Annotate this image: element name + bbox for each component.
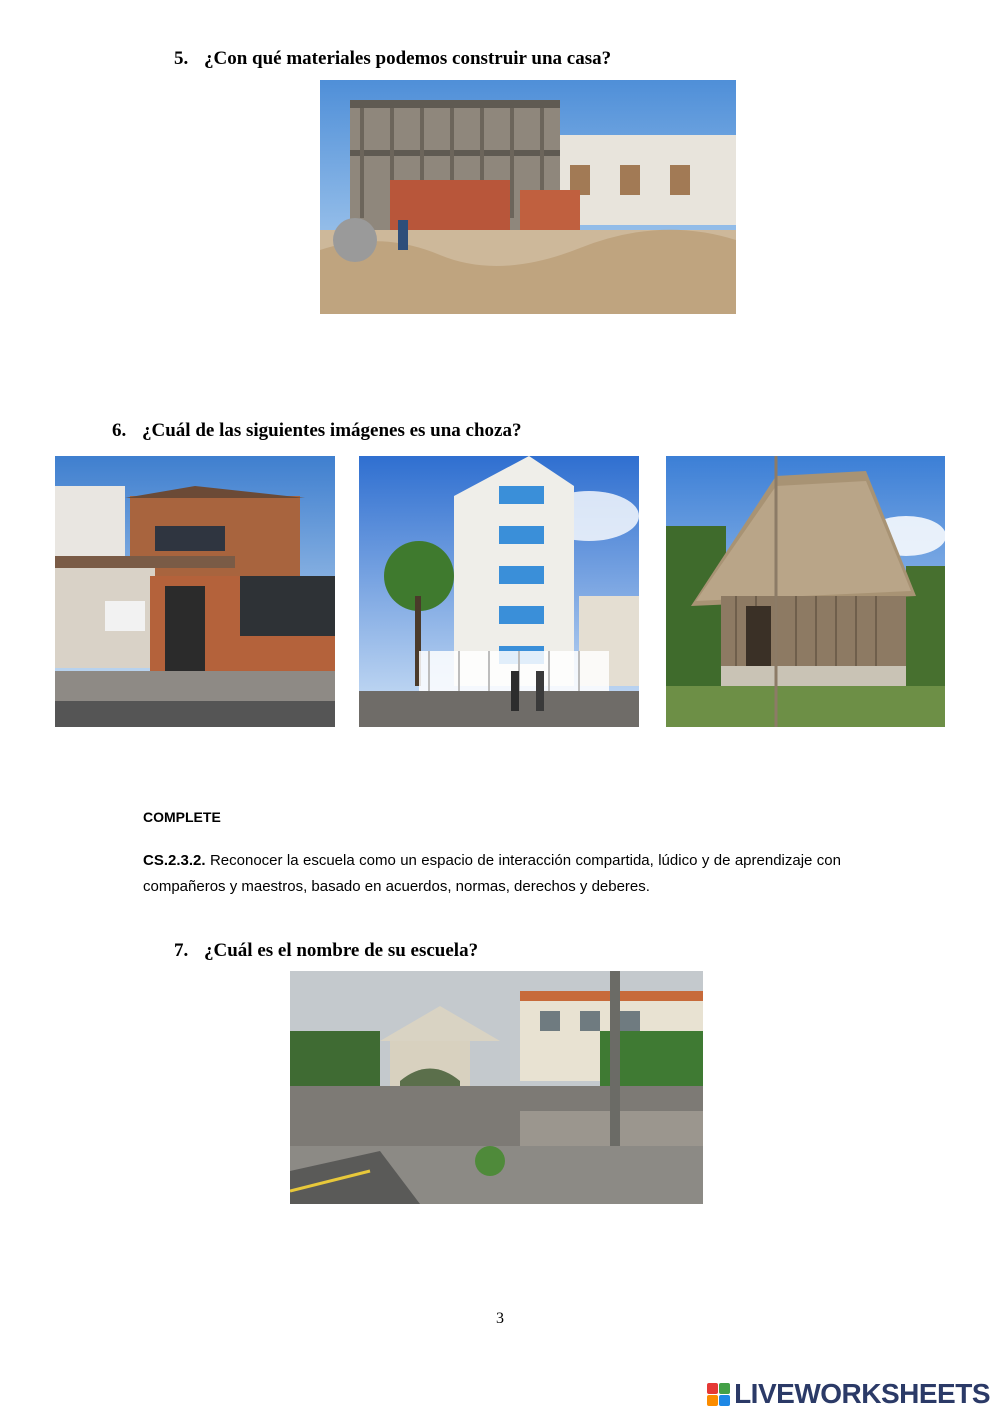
logo-square-orange: [707, 1395, 718, 1406]
skill-code: CS.2.3.2.: [143, 852, 206, 869]
logo-square-blue: [719, 1395, 730, 1406]
question-5-text: ¿Con qué materiales podemos construir una casa?: [204, 48, 612, 69]
question-6-number: 6.: [112, 420, 127, 441]
question-5-number: 5.: [174, 48, 189, 69]
construction-site-photo: [320, 80, 736, 314]
logo-square-red: [707, 1383, 718, 1394]
question-7-text: ¿Cuál es el nombre de su escuela?: [204, 940, 479, 961]
question-6-text: ¿Cuál de las siguientes imágenes es una choza?: [142, 420, 522, 441]
option-brick-house-photo[interactable]: [55, 456, 335, 727]
liveworksheets-text: LIVEWORKSHEETS: [734, 1378, 990, 1409]
question-6: [112, 420, 522, 442]
question-7: [174, 940, 478, 962]
skill-text: Reconocer la escuela como un espacio de interacción compartida, lúdico y de aprendizaje con compañeros y maestros, basado en acuerdos, normas, derechos y deberes.: [143, 852, 841, 895]
liveworksheets-logo-icon: [707, 1383, 730, 1406]
logo-square-green: [719, 1383, 730, 1394]
option-apartment-building-photo[interactable]: [359, 456, 639, 727]
question-5: [174, 48, 611, 70]
page-number: 3: [496, 1310, 504, 1327]
school-photo: [290, 971, 703, 1204]
complete-label: COMPLETE: [143, 809, 221, 825]
liveworksheets-brand[interactable]: [707, 1378, 990, 1410]
question-7-number: 7.: [174, 940, 189, 961]
skill-description: [143, 848, 841, 900]
option-hut-photo[interactable]: [666, 456, 945, 727]
